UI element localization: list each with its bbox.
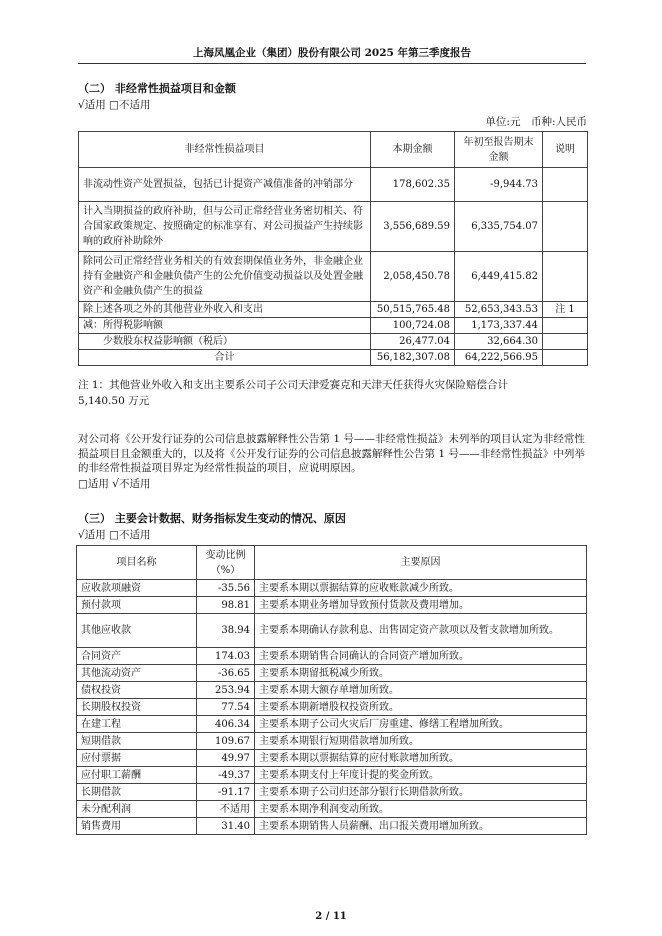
cell-reason: 主要系本期业务增加导致预付货款及费用增加。: [255, 597, 587, 614]
col-header-ratio: 变动比例（%）: [197, 546, 255, 580]
table-row: [79, 318, 588, 334]
cell-ratio: 109.67: [197, 733, 255, 750]
cell-note: [543, 168, 588, 202]
cell-name: 应付票据: [77, 750, 197, 767]
cell-reason: 主要系本期子公司火灾后厂房重建、修缮工程增加所致。: [255, 716, 587, 733]
cell-ratio: 253.94: [197, 682, 255, 699]
cell-ratio: 406.34: [197, 716, 255, 733]
cell-current: 100,724.08: [371, 318, 455, 334]
col-header-ytd: 年初至报告期末金额: [455, 132, 543, 168]
table-total-row: [79, 350, 588, 366]
cell-item: 计入当期损益的政府补助，但与公司正常经营业务密切相关、符合国家政策规定、按照确定的标准享有、对公司损益产生持续影响的政府补助除外: [79, 202, 371, 252]
table-row: [77, 648, 587, 665]
cell-note: [543, 202, 588, 252]
cell-name: 应付职工薪酬: [77, 767, 197, 784]
cell-name: 长期股权投资: [77, 699, 197, 716]
cell-current: 50,515,765.48: [371, 302, 455, 318]
cell-ytd: 32,664.30: [455, 334, 543, 350]
table-row: [79, 302, 588, 318]
table-row: [79, 252, 588, 302]
table-row: [79, 168, 588, 202]
cell-reason: 主要系本期以票据结算的应收账款减少所致。: [255, 580, 587, 597]
section3-title: （三） 主要会计数据、财务指标发生变动的情况、原因: [78, 512, 346, 525]
cell-note: [543, 334, 588, 350]
cell-ratio: -36.65: [197, 665, 255, 682]
header-divider: [78, 63, 586, 64]
table-row: [77, 818, 587, 835]
table-row: [77, 767, 587, 784]
cell-item: 合计: [79, 350, 371, 366]
cell-item: 除上述各项之外的其他营业外收入和支出: [79, 302, 371, 318]
cell-ytd: -9,944.73: [455, 168, 543, 202]
footnote-line-2: 5,140.50 万元: [78, 395, 150, 407]
cell-reason: 主要系本期确认存款利息、出售固定资产款项以及暂支款增加所致。: [255, 614, 587, 648]
cell-reason: 主要系本期新增股权投资所致。: [255, 699, 587, 716]
table-row: [77, 597, 587, 614]
table-row: [77, 716, 587, 733]
table-row: [79, 202, 588, 252]
table-header-row: [79, 132, 588, 168]
cell-ratio: 不适用: [197, 801, 255, 818]
cell-ratio: 77.54: [197, 699, 255, 716]
cell-reason: 主要系本期销售合同确认的合同资产增加所致。: [255, 648, 587, 665]
col-header-name: 项目名称: [77, 546, 197, 580]
cell-ratio: 98.81: [197, 597, 255, 614]
cell-name: 合同资产: [77, 648, 197, 665]
cell-reason: 主要系本期支付上年度计提的奖金所致。: [255, 767, 587, 784]
table-row: [77, 614, 587, 648]
cell-ytd: 6,449,415.82: [455, 252, 543, 302]
non-recurring-table: [78, 131, 588, 366]
cell-reason: 主要系本期以票据结算的应付账款增加所致。: [255, 750, 587, 767]
cell-ytd: 64,222,566.95: [455, 350, 543, 366]
table-row: [77, 784, 587, 801]
cell-name: 在建工程: [77, 716, 197, 733]
cell-ratio: 174.03: [197, 648, 255, 665]
cell-item: 少数股东权益影响额（税后）: [79, 334, 371, 350]
cell-name: 预付款项: [77, 597, 197, 614]
cell-current: 26,477.04: [371, 334, 455, 350]
col-header-note: 说明: [543, 132, 588, 168]
cell-current: 56,182,307.08: [371, 350, 455, 366]
cell-ratio: 31.40: [197, 818, 255, 835]
table-row: [77, 801, 587, 818]
cell-reason: 主要系本期子公司归还部分银行长期借款所致。: [255, 784, 587, 801]
table-header-row: [77, 546, 587, 580]
table-row: [77, 665, 587, 682]
cell-name: 债权投资: [77, 682, 197, 699]
cell-current: 2,058,450.78: [371, 252, 455, 302]
cell-note: [543, 252, 588, 302]
cell-name: 其他应收款: [77, 614, 197, 648]
cell-item: 除同公司正常经营业务相关的有效套期保值业务外，非金融企业持有金融资产和金融负债产生的公允价值变动损益以及处置金融资产和金融负债产生的损益: [79, 252, 371, 302]
table-row: [77, 750, 587, 767]
table-row: [77, 682, 587, 699]
cell-ratio: 38.94: [197, 614, 255, 648]
cell-item: 减：所得税影响额: [79, 318, 371, 334]
cell-note: [543, 350, 588, 366]
cell-name: 未分配利润: [77, 801, 197, 818]
page-number: 2 / 11: [315, 911, 347, 922]
table-row: [77, 580, 587, 597]
cell-name: 短期借款: [77, 733, 197, 750]
col-header-reason: 主要原因: [255, 546, 587, 580]
cell-ratio: -91.17: [197, 784, 255, 801]
section3-applicability: √适用 □不适用: [78, 529, 151, 541]
cell-ratio: -35.56: [197, 580, 255, 597]
cell-ytd: 1,173,337.44: [455, 318, 543, 334]
cell-note: 注 1: [543, 302, 588, 318]
change-table: [76, 545, 587, 835]
footnote-line-1: 注 1：其他营业外收入和支出主要系公司子公司天津爱赛克和天津天任获得火灾保险赔偿合计: [78, 379, 509, 391]
table-row: [77, 733, 587, 750]
cell-name: 长期借款: [77, 784, 197, 801]
section2-applicability-2: □适用 √不适用: [78, 478, 151, 490]
cell-current: 3,556,689.59: [371, 202, 455, 252]
cell-ytd: 6,335,754.07: [455, 202, 543, 252]
cell-item: 非流动性资产处置损益，包括已计提资产减值准备的冲销部分: [79, 168, 371, 202]
cell-reason: 主要系本期银行短期借款增加所致。: [255, 733, 587, 750]
cell-current: 178,602.35: [371, 168, 455, 202]
cell-name: 应收款项融资: [77, 580, 197, 597]
cell-note: [543, 318, 588, 334]
section2-title: （二） 非经常性损益项目和金额: [78, 82, 236, 95]
cell-reason: 主要系本期销售人员薪酬、出口报关费用增加所致。: [255, 818, 587, 835]
cell-reason: 主要系本期留抵税减少所致。: [255, 665, 587, 682]
explanation-paragraph: 对公司将《公开发行证券的公司信息披露解释性公告第 1 号——非经常性损益》未列举的项目认定为非经常性损益项目且金额重大的，以及将《公开发行证券的公司信息披露解释性公告第 1 号——非经常性损益》中列举的非经常性损益项目界定为经常性损益的项目，应说明原因。: [78, 433, 585, 474]
section2-applicability: √适用 □不适用: [78, 99, 151, 111]
col-header-current: 本期金额: [371, 132, 455, 168]
cell-name: 销售费用: [77, 818, 197, 835]
table-row: [77, 699, 587, 716]
unit-currency: 单位:元 币种:人民币: [485, 116, 587, 128]
cell-name: 其他流动资产: [77, 665, 197, 682]
cell-ratio: 49.97: [197, 750, 255, 767]
page-header: 上海凤凰企业（集团）股份有限公司 2025 年第三季度报告: [192, 47, 472, 59]
cell-ytd: 52,653,343.53: [455, 302, 543, 318]
col-header-item: 非经常性损益项目: [79, 132, 371, 168]
cell-reason: 主要系本期净利润变动所致。: [255, 801, 587, 818]
table-row: [79, 334, 588, 350]
cell-reason: 主要系本期大额存单增加所致。: [255, 682, 587, 699]
cell-ratio: -49.37: [197, 767, 255, 784]
